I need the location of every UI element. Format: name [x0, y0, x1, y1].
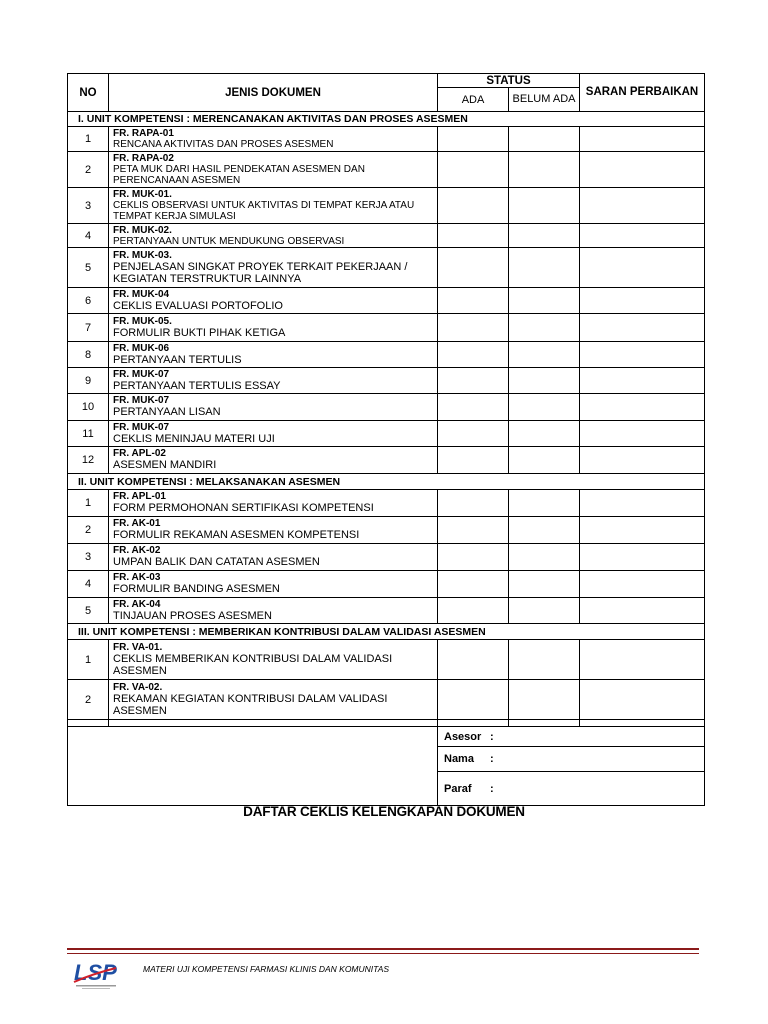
document-code: FR. MUK-05. [113, 315, 172, 327]
table-row [68, 680, 705, 720]
status-belum-ada-cell[interactable] [509, 517, 580, 544]
document-code: FR. AK-02 [113, 545, 161, 557]
status-belum-ada-cell[interactable] [509, 314, 580, 342]
document-description: UMPAN BALIK DAN CATATAN ASESMEN [113, 556, 320, 569]
document-cell [109, 571, 438, 598]
document-description: REKAMAN KEGIATAN KONTRIBUSI DALAM VALIDASI ASESMEN [113, 692, 388, 717]
signature-blank-area [68, 727, 438, 806]
row-number: 3 [68, 188, 109, 224]
footer-rule-thin [67, 953, 699, 954]
table-row [68, 571, 705, 598]
saran-perbaikan-cell[interactable] [580, 421, 705, 447]
document-description: PERTANYAAN UNTUK MENDUKUNG OBSERVASI [113, 235, 345, 247]
status-ada-cell[interactable] [438, 598, 509, 624]
document-code: FR. APL-01 [113, 491, 166, 503]
document-cell [109, 598, 438, 624]
document-cell [109, 421, 438, 447]
section-header: I. UNIT KOMPETENSI : MERENCANAKAN AKTIVITAS DAN PROSES ASESMEN [68, 112, 705, 127]
document-cell [109, 314, 438, 342]
status-belum-ada-cell[interactable] [509, 421, 580, 447]
header-ada: ADA [438, 88, 509, 112]
saran-perbaikan-cell[interactable] [580, 394, 705, 421]
document-cell [109, 288, 438, 314]
document-cell [109, 224, 438, 248]
table-row [68, 152, 705, 188]
document-description: ASESMEN MANDIRI [113, 459, 217, 472]
row-number: 1 [68, 127, 109, 152]
table-row [68, 421, 705, 447]
status-ada-cell[interactable] [438, 342, 509, 368]
row-number: 2 [68, 517, 109, 544]
document-cell [109, 127, 438, 152]
document-code: FR. MUK-06 [113, 342, 170, 354]
header-saran-perbaikan: SARAN PERBAIKAN [580, 74, 705, 112]
status-belum-ada-cell[interactable] [509, 598, 580, 624]
document-cell [109, 490, 438, 517]
status-belum-ada-cell[interactable] [509, 127, 580, 152]
table-row [68, 314, 705, 342]
status-ada-cell[interactable] [438, 394, 509, 421]
saran-perbaikan-cell[interactable] [580, 598, 705, 624]
row-number: 2 [68, 680, 109, 720]
row-number: 12 [68, 447, 109, 474]
table-row [68, 368, 705, 394]
status-belum-ada-cell[interactable] [509, 224, 580, 248]
table-row [68, 598, 705, 624]
status-belum-ada-cell[interactable] [509, 342, 580, 368]
row-number: 5 [68, 598, 109, 624]
row-number: 9 [68, 368, 109, 394]
status-ada-cell[interactable] [438, 188, 509, 224]
document-title: DAFTAR CEKLIS KELENGKAPAN DOKUMEN [243, 804, 525, 819]
status-ada-cell[interactable] [438, 447, 509, 474]
row-number: 7 [68, 314, 109, 342]
row-number: 3 [68, 544, 109, 571]
saran-perbaikan-cell[interactable] [580, 288, 705, 314]
document-code: FR. MUK-07 [113, 368, 170, 380]
saran-perbaikan-cell[interactable] [580, 517, 705, 544]
document-code: FR. RAPA-01 [113, 128, 174, 139]
row-number: 5 [68, 248, 109, 288]
status-ada-cell[interactable] [438, 517, 509, 544]
status-belum-ada-cell[interactable] [509, 680, 580, 720]
document-cell [109, 248, 438, 288]
saran-perbaikan-cell[interactable] [580, 544, 705, 571]
row-number: 8 [68, 342, 109, 368]
document-description: FORM PERMOHONAN SERTIFIKASI KOMPETENSI [113, 502, 374, 515]
status-ada-cell[interactable] [438, 248, 509, 288]
document-cell [109, 544, 438, 571]
document-cell [109, 368, 438, 394]
status-ada-cell[interactable] [438, 421, 509, 447]
document-code: FR. VA-01. [113, 641, 163, 653]
header-jenis-dokumen: JENIS DOKUMEN [109, 74, 438, 112]
document-code: FR. MUK-04 [113, 288, 170, 300]
saran-perbaikan-cell[interactable] [580, 342, 705, 368]
row-number: 4 [68, 571, 109, 598]
saran-perbaikan-cell[interactable] [580, 571, 705, 598]
signature-block [68, 720, 705, 806]
document-description: PENJELASAN SINGKAT PROYEK TERKAIT PEKERJAAN / KEGIATAN TERSTRUKTUR LAINNYA [113, 260, 408, 285]
saran-perbaikan-cell[interactable] [580, 640, 705, 680]
document-description: CEKLIS MEMBERIKAN KONTRIBUSI DALAM VALIDASI ASESMEN [113, 652, 393, 677]
status-ada-cell[interactable] [438, 544, 509, 571]
table-row [68, 248, 705, 288]
document-description: PERTANYAAN TERTULIS ESSAY [113, 379, 281, 392]
document-code: FR. MUK-02. [113, 224, 172, 236]
table-row [68, 127, 705, 152]
status-belum-ada-cell[interactable] [509, 248, 580, 288]
table-row [68, 394, 705, 421]
table-row [68, 490, 705, 517]
document-checklist-table [67, 73, 705, 806]
status-belum-ada-cell[interactable] [509, 368, 580, 394]
status-belum-ada-cell[interactable] [509, 394, 580, 421]
row-number: 1 [68, 640, 109, 680]
status-belum-ada-cell[interactable] [509, 490, 580, 517]
document-description: PETA MUK DARI HASIL PENDEKATAN ASESMEN DAN PERENCANAAN ASESMEN [113, 164, 365, 186]
header-belum-ada: BELUM ADA [509, 88, 580, 112]
status-ada-cell[interactable] [438, 571, 509, 598]
document-cell [109, 447, 438, 474]
table-row [68, 288, 705, 314]
document-cell [109, 152, 438, 188]
header-status: STATUS [438, 74, 580, 88]
document-code: FR. VA-02. [113, 681, 163, 693]
table-row [68, 342, 705, 368]
document-description: FORMULIR BANDING ASESMEN [113, 583, 280, 596]
table-row [68, 640, 705, 680]
status-ada-cell[interactable] [438, 490, 509, 517]
row-number: 10 [68, 394, 109, 421]
document-cell [109, 517, 438, 544]
status-belum-ada-cell[interactable] [509, 288, 580, 314]
document-description: RENCANA AKTIVITAS DAN PROSES ASESMEN [113, 139, 334, 150]
table-row [68, 447, 705, 474]
status-ada-cell[interactable] [438, 314, 509, 342]
document-cell [109, 342, 438, 368]
document-code: FR. MUK-07 [113, 395, 170, 407]
asesor-field[interactable]: Asesor : [438, 727, 705, 747]
saran-perbaikan-cell[interactable] [580, 314, 705, 342]
document-code: FR. RAPA-02 [113, 153, 174, 164]
row-number: 11 [68, 421, 109, 447]
document-description: CEKLIS MENINJAU MATERI UJI [113, 432, 275, 445]
status-belum-ada-cell[interactable] [509, 447, 580, 474]
document-code: FR. MUK-07 [113, 421, 170, 433]
status-ada-cell[interactable] [438, 127, 509, 152]
footer-rule [67, 948, 699, 950]
status-belum-ada-cell[interactable] [509, 152, 580, 188]
status-ada-cell[interactable] [438, 680, 509, 720]
table-body [68, 112, 705, 720]
saran-perbaikan-cell[interactable] [580, 447, 705, 474]
nama-field[interactable]: Nama : [438, 747, 705, 772]
row-number: 2 [68, 152, 109, 188]
document-description: CEKLIS OBSERVASI UNTUK AKTIVITAS DI TEMPAT KERJA ATAU TEMPAT KERJA SIMULASI [113, 200, 415, 222]
status-belum-ada-cell[interactable] [509, 640, 580, 680]
lsp-logo-icon [72, 958, 124, 990]
row-number: 6 [68, 288, 109, 314]
table-row [68, 544, 705, 571]
saran-perbaikan-cell[interactable] [580, 152, 705, 188]
saran-perbaikan-cell[interactable] [580, 368, 705, 394]
document-cell [109, 640, 438, 680]
status-ada-cell[interactable] [438, 288, 509, 314]
table-row [68, 224, 705, 248]
saran-perbaikan-cell[interactable] [580, 127, 705, 152]
row-number: 4 [68, 224, 109, 248]
document-cell [109, 394, 438, 421]
document-description: PERTANYAAN TERTULIS [113, 353, 242, 366]
document-description: PERTANYAAN LISAN [113, 406, 221, 419]
document-code: FR. MUK-03. [113, 249, 172, 261]
document-code: FR. AK-03 [113, 572, 161, 584]
saran-perbaikan-cell[interactable] [580, 188, 705, 224]
footer-text: MATERI UJI KOMPETENSI FARMASI KLINIS DAN KOMUNITAS [143, 964, 390, 974]
document-code: FR. AK-01 [113, 518, 161, 530]
status-ada-cell[interactable] [438, 224, 509, 248]
status-belum-ada-cell[interactable] [509, 544, 580, 571]
table-row [68, 188, 705, 224]
svg-text:LSP: LSP [74, 960, 117, 985]
document-code: FR. APL-02 [113, 448, 166, 460]
table-row [68, 517, 705, 544]
paraf-field[interactable]: Paraf : [438, 772, 705, 806]
status-ada-cell[interactable] [438, 152, 509, 188]
document-code: FR. AK-04 [113, 598, 161, 610]
saran-perbaikan-cell[interactable] [580, 680, 705, 720]
saran-perbaikan-cell[interactable] [580, 224, 705, 248]
document-description: TINJAUAN PROSES ASESMEN [113, 609, 272, 622]
document-cell [109, 188, 438, 224]
document-description: FORMULIR BUKTI PIHAK KETIGA [113, 326, 286, 339]
document-code: FR. MUK-01. [113, 189, 172, 200]
document-description: FORMULIR REKAMAN ASESMEN KOMPETENSI [113, 529, 360, 542]
status-ada-cell[interactable] [438, 640, 509, 680]
row-number: 1 [68, 490, 109, 517]
document-description: CEKLIS EVALUASI PORTOFOLIO [113, 299, 283, 312]
section-header: III. UNIT KOMPETENSI : MEMBERIKAN KONTRIBUSI DALAM VALIDASI ASESMEN [68, 624, 705, 640]
section-header: II. UNIT KOMPETENSI : MELAKSANAKAN ASESMEN [68, 474, 705, 490]
saran-perbaikan-cell[interactable] [580, 490, 705, 517]
status-belum-ada-cell[interactable] [509, 188, 580, 224]
header-no: NO [68, 74, 109, 112]
status-belum-ada-cell[interactable] [509, 571, 580, 598]
saran-perbaikan-cell[interactable] [580, 248, 705, 288]
document-cell [109, 680, 438, 720]
status-ada-cell[interactable] [438, 368, 509, 394]
